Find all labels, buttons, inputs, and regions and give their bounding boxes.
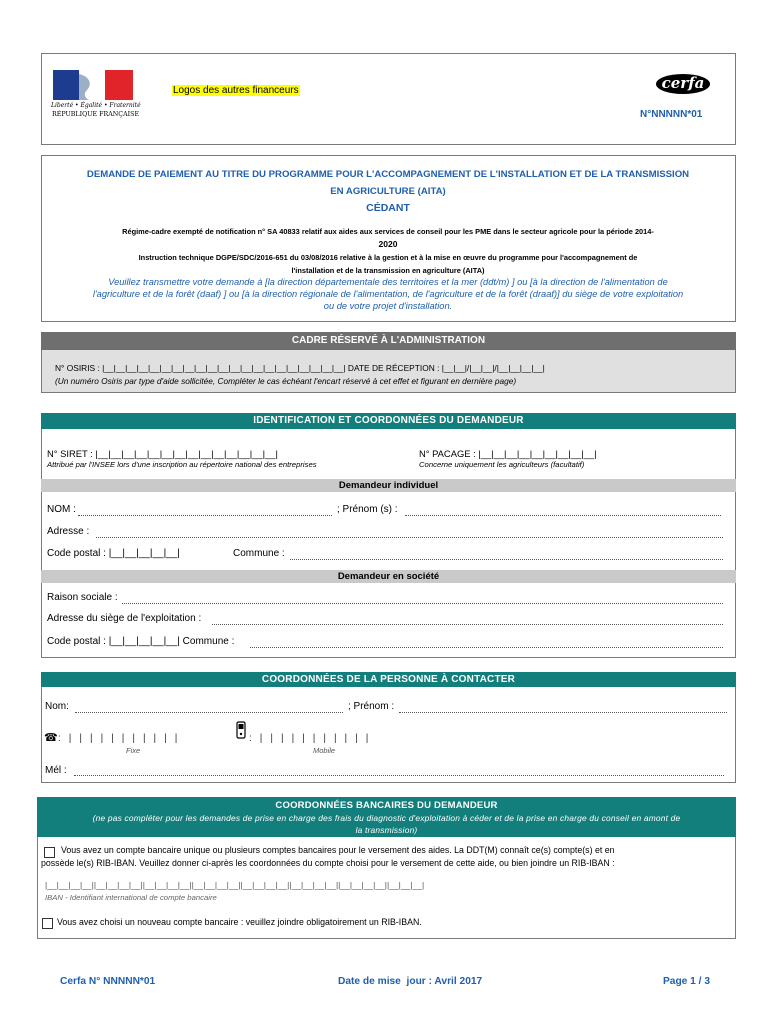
transmit-instructions <box>44 276 732 312</box>
siege-input[interactable] <box>212 624 723 625</box>
instruction-line2: l'installation et de la transmission en agriculture (AITA) <box>291 266 485 275</box>
mobile-phone-icon <box>236 721 246 744</box>
contact-section-title: COORDONNÉES DE LA PERSONNE À CONTACTER <box>261 674 516 685</box>
identification-section-title: IDENTIFICATION ET COORDONNÉES DU DEMANDEUR <box>253 415 524 426</box>
commune-input[interactable] <box>290 559 723 560</box>
option1-line1: Vous avez un compte bancaire unique ou plusieurs comptes bancaires pour le versement des aides. La DDT(M) connaît ce(s) compte(s) et en <box>61 845 615 855</box>
individual-subheader <box>41 479 736 492</box>
marianne-flag-icon <box>49 68 137 102</box>
mobile-icon <box>236 721 246 739</box>
adresse-input[interactable] <box>96 537 723 538</box>
option1-checkbox[interactable] <box>44 847 55 858</box>
contact-prenom-input[interactable] <box>399 712 727 713</box>
commune-label: Commune : <box>233 548 285 559</box>
siege-label: Adresse du siège de l'exploitation : <box>47 613 202 624</box>
footer-page: Page 1 / 3 <box>663 976 711 987</box>
pacage-note: Concerne uniquement les agriculteurs (facultatif) <box>419 460 585 469</box>
form-title <box>44 166 732 217</box>
postal-code-field[interactable]: Code postal : |__|__|__|__|__| <box>47 548 180 559</box>
nom-input[interactable] <box>78 515 332 516</box>
mel-label: Mél : <box>45 765 67 776</box>
pacage-field[interactable]: N° PACAGE : |__|__|__|__|__|__|__|__|__| <box>419 448 597 459</box>
admin-section-header <box>41 332 736 350</box>
contact-prenom-label: ; Prénom : <box>348 701 395 712</box>
raison-sociale-label: Raison sociale : <box>47 592 118 603</box>
identification-section-header <box>41 413 736 429</box>
option1-line2: possède le(s) RIB-IBAN. Veuillez donner ci-après les coordonnées du compte choisi pour le versement de cette aide, ou bien joindre un RIB-IBAN : <box>41 858 615 868</box>
iban-caption: IBAN - Identifiant international de compte bancaire <box>45 893 217 902</box>
cerfa-logo <box>655 73 711 100</box>
transmit-line2: l'agriculture et de la forêt (daaf) ] ou [à la direction régionale de l'alimentation, de l'agriculture et de la forêt (draaf)] du siège de votre exploitation <box>92 289 684 299</box>
other-funders-logos <box>172 85 300 96</box>
commune2-input[interactable] <box>250 647 723 648</box>
instruction-line1: Instruction technique DGPE/SDC/2016-651 du 03/08/2016 relative à la gestion et à la mise en œuvre du programme pour l'accompagnement de <box>138 253 638 262</box>
contact-nom-label: Nom: <box>45 701 69 712</box>
footer-date: Date de mise jour : Avril 2017 <box>338 976 483 987</box>
phone-mobile-field[interactable]: :||||||||||| <box>249 733 377 744</box>
siret-field[interactable]: N° SIRET : |__|__|__|__|__|__|__|__|__|__|__|__|__|__| <box>47 448 278 459</box>
form-title-line1: DEMANDE DE PAIEMENT AU TITRE DU PROGRAMME POUR L'ACCOMPAGNEMENT DE L'INSTALLATION ET DE LA TRANSMISSION <box>86 169 690 180</box>
company-subheader <box>41 570 736 583</box>
raison-sociale-input[interactable] <box>122 603 723 604</box>
phone-mobile-caption: Mobile <box>313 746 336 755</box>
prenom-label: ; Prénom (s) : <box>337 504 398 515</box>
option2-checkbox[interactable] <box>42 918 53 929</box>
prenom-input[interactable] <box>405 515 721 516</box>
option2-text: Vous avez choisi un nouveau compte bancaire : veuillez joindre obligatoirement un RIB-IBAN. <box>57 917 422 927</box>
bank-subtitle-line1: (ne pas compléter pour les demandes de prise en charge des frais du diagnostic d'exploitation à céder et de la prise en charge du conseil en amont de <box>92 813 681 823</box>
adresse-label: Adresse : <box>47 526 90 537</box>
instruction-text <box>44 251 732 277</box>
bank-section-title: COORDONNÉES BANCAIRES DU DEMANDEUR <box>275 800 498 811</box>
regime-text <box>44 226 732 250</box>
admin-section-title: CADRE RÉSERVÉ À L'ADMINISTRATION <box>291 335 486 346</box>
contact-nom-input[interactable] <box>75 712 343 713</box>
footer-cerfa: Cerfa N° NNNNN*01 <box>60 976 156 987</box>
contact-section-header <box>41 672 736 687</box>
nom-label: NOM : <box>47 504 76 515</box>
header-frame <box>41 53 736 145</box>
iban-field[interactable]: |__|__|__|__||__|__|__|__||__|__|__|__||__|__|__|__||__|__|__|__||__|__|__|__||__|__|__|__||__|__|__| <box>45 880 425 890</box>
company-subheader-title: Demandeur en société <box>337 571 440 582</box>
transmit-line3: ou de votre projet d'installation. <box>323 301 453 311</box>
other-funders-label: Logos des autres financeurs <box>173 85 299 96</box>
mel-input[interactable] <box>74 775 724 776</box>
bank-section-header <box>37 797 736 837</box>
bank-subtitle-line2: la transmission) <box>355 825 418 835</box>
logo-republique: RÉPUBLIQUE FRANÇAISE <box>52 111 140 118</box>
osiris-note: (Un numéro Osiris par type d'aide sollicitée, Compléter le cas échéant l'encart réservé à cet effet et figurant en dernière page) <box>55 376 517 386</box>
republique-logo <box>49 68 141 126</box>
postal-commune-field[interactable]: Code postal : |__|__|__|__|__| Commune : <box>47 636 235 647</box>
regime-line1: Régime-cadre exempté de notification n° SA 40833 relatif aux aides aux services de conseil pour les PME dans le secteur agricole pour la période 2014- <box>122 227 654 236</box>
transmit-line1: Veuillez transmettre votre demande à [la direction départementale des territoires et la mer (ddt/m) ] ou [à la direction de l'alimentation de <box>108 277 668 287</box>
logo-motto: Liberté • Égalité • Fraternité <box>51 102 141 109</box>
phone-fixe-field[interactable]: :||||||||||| <box>58 733 186 744</box>
regime-line2: 2020 <box>378 239 398 249</box>
phone-icon: ☎ <box>44 732 58 744</box>
cerfa-logo-text: cerfa <box>661 74 705 92</box>
individual-subheader-title: Demandeur individuel <box>338 480 439 491</box>
siret-note: Attribué par l'INSEE lors d'une inscription au répertoire national des entreprises <box>47 460 317 469</box>
cerfa-number: N°NNNNN*01 <box>640 109 703 120</box>
form-title-cedant: CÉDANT <box>366 202 410 214</box>
phone-fixe-caption: Fixe <box>126 746 141 755</box>
form-title-line2: EN AGRICULTURE (AITA) <box>330 186 446 197</box>
osiris-field[interactable]: N° OSIRIS : |__|__|__|__|__|__|__|__|__|__|__|__|__|__|__|__|__|__|__|__|__| DATE DE RÉCEPTION : |__|__|/|__|__|/|__|__|__|__| <box>55 363 545 373</box>
